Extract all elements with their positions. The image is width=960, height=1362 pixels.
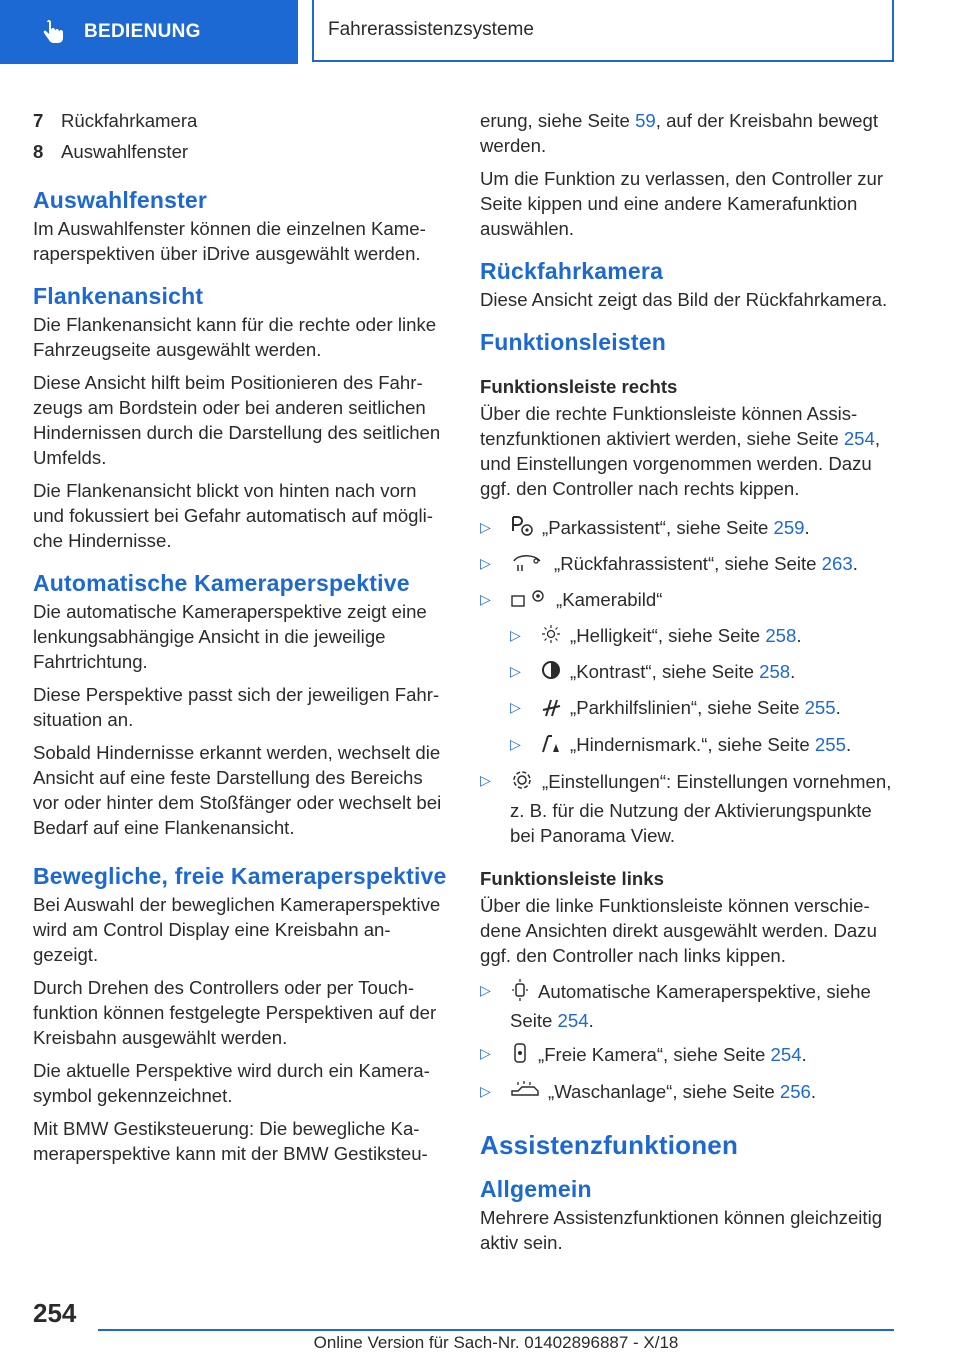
list-item: ▷ „Freie Kamera“, siehe Seite 254.: [480, 1041, 898, 1071]
page-link[interactable]: 263: [821, 553, 853, 575]
paragraph: Mit BMW Gestiksteuerung: Die bewegliche Kameraperspektive kann mit der BMW Gestiksteu-: [33, 1118, 428, 1164]
bullet-triangle-icon: ▷: [510, 663, 521, 680]
paragraph: Um die Funktion zu verlassen, den Controller zur Seite kippen und eine andere Kamerafunktion auswählen.: [480, 168, 884, 239]
function-bar-right-list: [480, 515, 898, 848]
paragraph: Bei Auswahl der beweglichen Kameraperspektive wird am Control Display eine Kreisbahn angezeigt.: [33, 894, 441, 965]
hand-pointer-icon: [40, 19, 66, 45]
list-item: ▷ „Kontrast“, siehe Seite 258.: [480, 659, 898, 687]
bullet-triangle-icon: ▷: [480, 555, 491, 572]
page-link[interactable]: 59: [635, 110, 656, 131]
paragraph: erung, siehe Seite 59, auf der Kreisbahn bewegt werden.: [480, 110, 878, 156]
heading-auswahlfenster: Auswahlfenster: [33, 187, 208, 213]
section-tab-label: BEDIENUNG: [84, 21, 201, 42]
list-item: ▷ „Parkassistent“, siehe Seite 259.: [480, 515, 898, 543]
paragraph: Diese Ansicht hilft beim Positionieren des Fahrzeugs am Bordstein oder bei anderen seitlichen Hindernissen durch die Darstellung des seitlichen Umfelds.: [33, 372, 441, 468]
list-item: ▷ „Helligkeit“, siehe Seite 258.: [480, 623, 898, 651]
paragraph: Mehrere Assistenzfunktionen können gleichzeitig aktiv sein.: [480, 1206, 883, 1253]
list-item: ▷ „Waschanlage“, siehe Seite 256.: [480, 1079, 898, 1107]
settings-gear-icon: [510, 768, 534, 798]
bullet-triangle-icon: ▷: [510, 735, 521, 752]
bullet-triangle-icon: ▷: [480, 1082, 491, 1099]
paragraph: Die aktuelle Perspektive wird durch ein Kamerasymbol gekennzeichnet.: [33, 1060, 430, 1106]
page-link[interactable]: 259: [773, 517, 805, 538]
page-link[interactable]: 255: [814, 733, 846, 755]
list-item: ▷ „Einstellungen“: Einstellungen vornehmen, z. B. für die Nutzung der Aktivierungspunkte bei Panorama View.: [480, 768, 898, 848]
list-item: ▷ „Parkhilfslinien“, siehe Seite 255.: [480, 695, 898, 723]
reversing-assistant-icon: [510, 551, 546, 579]
page-number: 254: [33, 1298, 77, 1328]
bullet-triangle-icon: ▷: [480, 519, 491, 535]
bullet-triangle-icon: ▷: [480, 591, 491, 608]
camera-settings-icon: [510, 587, 548, 615]
heading-funktionsleisten: Funktionsleisten: [480, 329, 666, 355]
left-column: [33, 108, 449, 1174]
bullet-triangle-icon: ▷: [510, 699, 521, 716]
page-link[interactable]: 256: [779, 1080, 811, 1102]
subheading-funktionsleiste-links: Funktionsleiste links: [480, 867, 664, 889]
function-bar-left-list: [480, 978, 898, 1107]
page-link[interactable]: 254: [843, 428, 875, 449]
section-tab: [0, 0, 298, 64]
park-assistant-icon: [510, 515, 534, 543]
heading-flankenansicht: Flankenansicht: [33, 283, 204, 309]
paragraph: Sobald Hindernisse erkannt werden, wechselt die Ansicht auf eine feste Darstellung des Bereichs vor oder hinter dem Stoßfänger oder wechselt bei Bedarf auf eine Flankenansicht.: [33, 742, 442, 838]
bullet-triangle-icon: ▷: [480, 1044, 491, 1061]
heading-rueckfahrkamera: Rückfahrkamera: [480, 258, 664, 284]
page-link[interactable]: 255: [804, 697, 836, 719]
heading-allgemein: Allgemein: [480, 1175, 592, 1202]
paragraph: Über die linke Funktionsleiste können verschiedene Ansichten direkt ausgewählt werden. Dazu ggf. den Controller nach links kippen.: [480, 894, 877, 966]
paragraph: Die automatische Kameraperspektive zeigt eine lenkungsabhängige Ansicht in die jeweilige Fahrtrichtung.: [33, 601, 427, 672]
list-item: ▷ „Rückfahrassistent“, siehe Seite 263.: [480, 551, 898, 579]
paragraph: Die Flankenansicht blickt von hinten nach vorn und fokussiert bei Gefahr automatisch auf mögliche Hindernisse.: [33, 480, 433, 551]
brightness-icon: [540, 623, 562, 651]
page-link[interactable]: 258: [759, 661, 791, 683]
bullet-triangle-icon: ▷: [480, 771, 491, 788]
paragraph: Diese Perspektive passt sich der jeweiligen Fahrsituation an.: [33, 684, 440, 730]
page-link[interactable]: 258: [765, 625, 797, 647]
list-item: 7 Rückfahrkamera: [33, 110, 198, 131]
free-camera-icon: [510, 1041, 530, 1071]
list-item: 8 Auswahlfenster: [33, 141, 189, 162]
heading-automatische-kameraperspektive: Automatische Kameraperspektive: [33, 570, 410, 596]
bullet-triangle-icon: ▷: [480, 981, 491, 998]
footer-text: Online Version für Sach-Nr. 01402896887 - X/18: [313, 1333, 679, 1352]
right-column: [480, 108, 898, 1263]
heading-assistenzfunktionen: Assistenzfunktionen: [480, 1129, 739, 1160]
heading-bewegliche-kameraperspektive: Bewegliche, freie Kameraperspektive: [33, 863, 447, 889]
paragraph: Über die rechte Funktionsleiste können Assistenzfunktionen aktiviert werden, siehe Seite 254, und Einstellungen vorgenommen werden. Dazu ggf. den Controller nach rechts kippen.: [480, 403, 881, 499]
paragraph: Die Flankenansicht kann für die rechte oder linke Fahrzeugseite ausgewählt werden.: [33, 314, 437, 360]
parking-lines-icon: [540, 696, 562, 724]
list-item: ▷ „Hindernismark.“, siehe Seite 255.: [480, 732, 898, 760]
paragraph: Diese Ansicht zeigt das Bild der Rückfahrkamera.: [480, 289, 888, 310]
subheading-funktionsleiste-rechts: Funktionsleiste rechts: [480, 376, 678, 397]
list-item: ▷ Automatische Kameraperspektive, siehe Seite 254.: [480, 978, 898, 1033]
auto-camera-icon: [510, 978, 530, 1008]
car-wash-icon: [510, 1079, 540, 1107]
contrast-icon: [540, 659, 562, 687]
list-item: ▷ „Kamerabild“: [480, 587, 898, 615]
obstacle-marking-icon: [540, 732, 562, 760]
footer-divider: [98, 1329, 894, 1331]
paragraph: Durch Drehen des Controllers oder per Touchfunktion können festgelegte Perspektiven auf der Kreisbahn ausgewählt werden.: [33, 977, 437, 1048]
paragraph: Im Auswahlfenster können die einzelnen Kameraperspektiven über iDrive ausgewählt werden.: [33, 218, 426, 264]
chapter-title: Fahrerassistenzsysteme: [312, 0, 894, 62]
page-link[interactable]: 254: [557, 1009, 589, 1031]
page-link[interactable]: 254: [770, 1043, 802, 1065]
bullet-triangle-icon: ▷: [510, 627, 521, 644]
